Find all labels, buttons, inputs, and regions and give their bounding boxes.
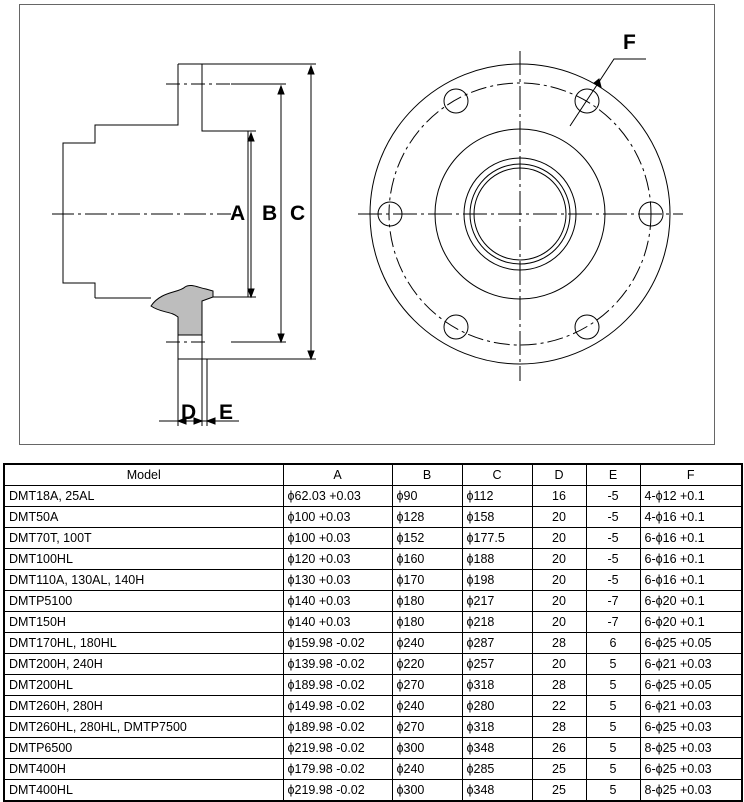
label-f: F [623, 31, 636, 54]
table-row [4, 612, 742, 633]
cell-f: 6-ϕ25 +0.05 [640, 633, 742, 654]
cell-c: ϕ177.5 [462, 528, 532, 549]
cell-a: ϕ100 +0.03 [283, 528, 392, 549]
cell-e: 5 [586, 759, 640, 780]
cell-b: ϕ90 [392, 486, 462, 507]
cell-b: ϕ240 [392, 696, 462, 717]
cell-e: 5 [586, 654, 640, 675]
cell-e: 5 [586, 738, 640, 759]
cell-model: DMT170HL, 180HL [4, 633, 283, 654]
cell-c: ϕ285 [462, 759, 532, 780]
cell-d: 20 [532, 507, 586, 528]
cell-b: ϕ220 [392, 654, 462, 675]
header-a: A [283, 464, 392, 486]
table-row [4, 591, 742, 612]
cell-c: ϕ257 [462, 654, 532, 675]
cell-f: 6-ϕ20 +0.1 [640, 612, 742, 633]
cell-c: ϕ318 [462, 675, 532, 696]
cell-c: ϕ112 [462, 486, 532, 507]
table-row [4, 486, 742, 507]
cell-e: -5 [586, 528, 640, 549]
cell-a: ϕ189.98 -0.02 [283, 717, 392, 738]
cell-e: 6 [586, 633, 640, 654]
cell-model: DMT150H [4, 612, 283, 633]
cell-a: ϕ62.03 +0.03 [283, 486, 392, 507]
cell-e: -7 [586, 591, 640, 612]
flange-side-view [52, 64, 316, 426]
cell-c: ϕ217 [462, 591, 532, 612]
cell-model: DMT70T, 100T [4, 528, 283, 549]
cell-a: ϕ219.98 -0.02 [283, 738, 392, 759]
cell-f: 4-ϕ12 +0.1 [640, 486, 742, 507]
header-model: Model [4, 464, 283, 486]
cell-f: 6-ϕ21 +0.03 [640, 654, 742, 675]
cell-a: ϕ120 +0.03 [283, 549, 392, 570]
cell-d: 22 [532, 696, 586, 717]
cell-a: ϕ149.98 -0.02 [283, 696, 392, 717]
table-row [4, 717, 742, 738]
cell-e: 5 [586, 675, 640, 696]
cell-a: ϕ140 +0.03 [283, 612, 392, 633]
table-row [4, 570, 742, 591]
cell-b: ϕ240 [392, 759, 462, 780]
cell-b: ϕ170 [392, 570, 462, 591]
cell-b: ϕ300 [392, 780, 462, 802]
cell-b: ϕ300 [392, 738, 462, 759]
cell-model: DMT260HL, 280HL, DMTP7500 [4, 717, 283, 738]
cell-c: ϕ287 [462, 633, 532, 654]
cell-model: DMT50A [4, 507, 283, 528]
cell-a: ϕ130 +0.03 [283, 570, 392, 591]
cell-d: 20 [532, 528, 586, 549]
cell-f: 6-ϕ20 +0.1 [640, 591, 742, 612]
flange-drawing-svg [20, 5, 716, 446]
label-e: E [219, 401, 234, 424]
cell-d: 20 [532, 570, 586, 591]
header-e: E [586, 464, 640, 486]
technical-drawing [19, 4, 715, 445]
cell-e: 5 [586, 717, 640, 738]
cell-model: DMTP5100 [4, 591, 283, 612]
cell-c: ϕ198 [462, 570, 532, 591]
cell-a: ϕ179.98 -0.02 [283, 759, 392, 780]
cell-c: ϕ348 [462, 738, 532, 759]
cell-f: 6-ϕ16 +0.1 [640, 528, 742, 549]
cell-model: DMT400H [4, 759, 283, 780]
table-row [4, 780, 742, 802]
cell-c: ϕ318 [462, 717, 532, 738]
cell-a: ϕ159.98 -0.02 [283, 633, 392, 654]
cell-f: 6-ϕ25 +0.05 [640, 675, 742, 696]
cell-a: ϕ139.98 -0.02 [283, 654, 392, 675]
cell-b: ϕ152 [392, 528, 462, 549]
cell-e: 5 [586, 696, 640, 717]
cell-d: 20 [532, 591, 586, 612]
cell-c: ϕ280 [462, 696, 532, 717]
cell-d: 16 [532, 486, 586, 507]
cell-b: ϕ270 [392, 675, 462, 696]
table-body [4, 486, 742, 802]
cell-e: -5 [586, 570, 640, 591]
cell-b: ϕ160 [392, 549, 462, 570]
cell-d: 28 [532, 717, 586, 738]
cell-e: -5 [586, 549, 640, 570]
cell-f: 8-ϕ25 +0.03 [640, 780, 742, 802]
cell-d: 25 [532, 780, 586, 802]
table-row [4, 528, 742, 549]
cell-f: 4-ϕ16 +0.1 [640, 507, 742, 528]
header-b: B [392, 464, 462, 486]
cell-b: ϕ180 [392, 612, 462, 633]
cell-c: ϕ348 [462, 780, 532, 802]
cell-f: 8-ϕ25 +0.03 [640, 738, 742, 759]
cell-f: 6-ϕ25 +0.03 [640, 717, 742, 738]
cell-d: 20 [532, 654, 586, 675]
header-c: C [462, 464, 532, 486]
table-row [4, 759, 742, 780]
cell-d: 28 [532, 675, 586, 696]
label-d: D [181, 401, 197, 424]
cell-b: ϕ180 [392, 591, 462, 612]
cell-e: 5 [586, 780, 640, 802]
cell-model: DMT18A, 25AL [4, 486, 283, 507]
cell-a: ϕ219.98 -0.02 [283, 780, 392, 802]
cell-d: 28 [532, 633, 586, 654]
table-header-row [4, 464, 742, 486]
table-row [4, 654, 742, 675]
cell-d: 20 [532, 549, 586, 570]
cell-model: DMT110A, 130AL, 140H [4, 570, 283, 591]
cell-d: 26 [532, 738, 586, 759]
table-row [4, 549, 742, 570]
cell-model: DMTP6500 [4, 738, 283, 759]
cell-d: 25 [532, 759, 586, 780]
cell-b: ϕ270 [392, 717, 462, 738]
cell-a: ϕ140 +0.03 [283, 591, 392, 612]
label-a: A [230, 202, 246, 225]
cell-f: 6-ϕ25 +0.03 [640, 759, 742, 780]
cell-model: DMT200HL [4, 675, 283, 696]
cell-model: DMT200H, 240H [4, 654, 283, 675]
cell-f: 6-ϕ16 +0.1 [640, 549, 742, 570]
cell-e: -5 [586, 486, 640, 507]
cell-a: ϕ100 +0.03 [283, 507, 392, 528]
cell-model: DMT400HL [4, 780, 283, 802]
header-f: F [640, 464, 742, 486]
cell-b: ϕ240 [392, 633, 462, 654]
table-row [4, 633, 742, 654]
cell-b: ϕ128 [392, 507, 462, 528]
cell-a: ϕ189.98 -0.02 [283, 675, 392, 696]
cell-model: DMT260H, 280H [4, 696, 283, 717]
cell-e: -7 [586, 612, 640, 633]
flange-front-view [358, 51, 683, 381]
cell-model: DMT100HL [4, 549, 283, 570]
header-d: D [532, 464, 586, 486]
label-b: B [262, 202, 278, 225]
label-c: C [290, 202, 306, 225]
spec-table [3, 463, 743, 802]
cell-e: -5 [586, 507, 640, 528]
table-row [4, 675, 742, 696]
cell-c: ϕ218 [462, 612, 532, 633]
cell-c: ϕ188 [462, 549, 532, 570]
table-row [4, 738, 742, 759]
cell-c: ϕ158 [462, 507, 532, 528]
cell-d: 20 [532, 612, 586, 633]
table-row [4, 507, 742, 528]
cell-f: 6-ϕ21 +0.03 [640, 696, 742, 717]
table-row [4, 696, 742, 717]
cell-f: 6-ϕ16 +0.1 [640, 570, 742, 591]
